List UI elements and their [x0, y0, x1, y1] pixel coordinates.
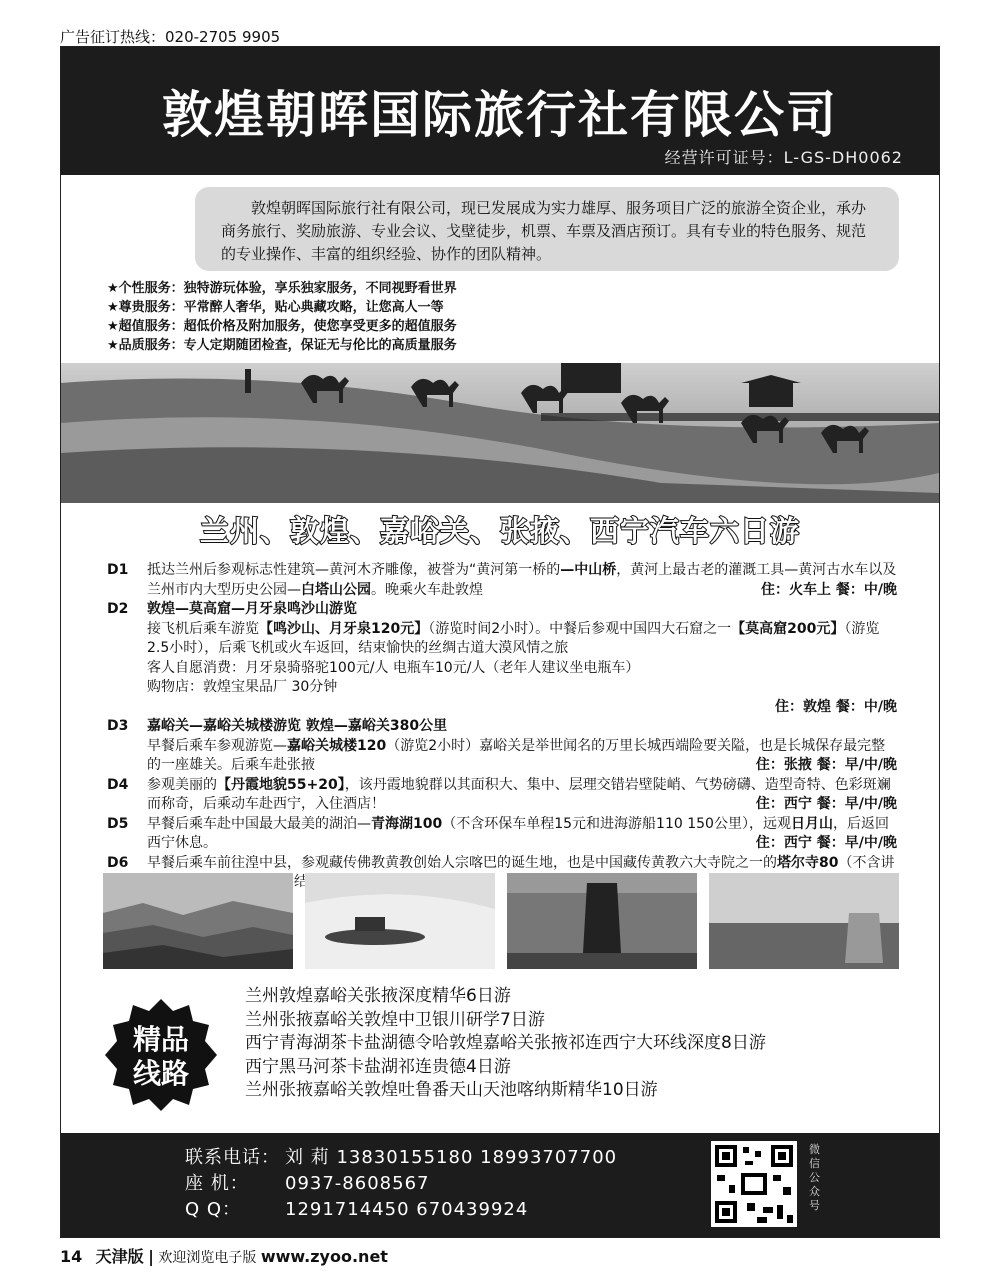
- day-heading: 嘉峪关—嘉峪关城楼游览 敦煌—嘉峪关380公里: [147, 718, 448, 734]
- itinerary-day: D3 嘉峪关—嘉峪关城楼游览 敦煌—嘉峪关380公里 早餐后乘车参观游览—嘉峪关城楼120（游览2小时）嘉峪关是举世闻名的万里长城西端险要关隘，也是长城保存最完整的一座雄关。后乘车赴张掖 住：张掖 餐：早/中/晚: [107, 717, 897, 776]
- service-item: ★品质服务：专人定期随团检查，保证无与伦比的高质量服务: [107, 338, 457, 353]
- stay-meal: 住：敦煌 餐：中/晚: [775, 698, 897, 715]
- route-item: 西宁青海湖茶卡盐湖德令哈敦煌嘉峪关张掖祁连西宁大环线深度8日游: [245, 1033, 766, 1053]
- ebook-prompt: 欢迎浏览电子版: [158, 1250, 257, 1266]
- route-item: 兰州张掖嘉峪关敦煌吐鲁番天山天池喀纳斯精华10日游: [245, 1080, 658, 1100]
- itinerary: [107, 561, 897, 893]
- wechat-caption: 微信公众号: [809, 1143, 820, 1212]
- company-intro: 敦煌朝晖国际旅行社有限公司，现已发展成为实力雄厚、服务项目广泛的旅游全资企业，承办商务旅行、奖励旅游、专业会议、戈壁徒步，机票、车票及酒店预订。具有专业的特色服务、规范的专业操作、丰富的组织经验、协作的团队精神。: [195, 187, 899, 271]
- route-item: 西宁黑马河茶卡盐湖祁连贵德4日游: [245, 1056, 511, 1077]
- service-item: ★尊贵服务：平常醉人奢华，贴心典藏攻略，让您高人一等: [107, 300, 444, 315]
- qq-label: Q Q：: [185, 1199, 242, 1220]
- service-item: ★超值服务：超低价格及附加服务，使您享受更多的超值服务: [107, 319, 457, 334]
- itinerary-day: D5 早餐后乘车赴中国最大最美的湖泊—青海湖100（不含环保车单程15元和进海游船110 150公里），远观日月山，后返回西宁休息。 住：西宁 餐：早/中/晚: [107, 815, 897, 854]
- stay-meal: 住：西宁 餐：早/中/晚: [755, 835, 897, 851]
- route-item: 兰州张掖嘉峪关敦煌中卫银川研学7日游: [245, 1009, 545, 1030]
- photo-strip: [103, 873, 899, 969]
- stay-meal: 住：西宁 餐：早/中/晚: [755, 796, 897, 812]
- crescent-lake-photo: [305, 873, 495, 969]
- day-label: D6: [107, 854, 129, 871]
- ad-hotline: 广告征订热线：020-2705 9905: [60, 28, 281, 46]
- phone-numbers: 刘 莉 13830155180 18993707700: [285, 1147, 618, 1168]
- itinerary-day: D1 抵达兰州后参观标志性建筑—黄河木齐雕像，被誉为“黄河第一桥的—中山桥，黄河上最古老的灌溉工具—黄河古水车以及兰州市内大型历史公园—白塔山公园。晚乘火车赴敦煌 住：火车上 餐：中/晚: [107, 561, 897, 600]
- route-title: 兰州、敦煌、嘉峪关、张掖、西宁汽车六日游: [199, 514, 800, 548]
- stay-meal: 住：火车上 餐：中/晚: [761, 581, 897, 598]
- badge-line-2: 线路: [132, 1057, 190, 1090]
- landline-label: 座 机：: [185, 1173, 249, 1194]
- edition-label: 天津版: [95, 1247, 144, 1266]
- desert-camel-illustration: [61, 363, 939, 503]
- day-label: D3: [107, 718, 129, 734]
- day-heading: 敦煌—莫高窟—月牙泉鸣沙山游览: [147, 601, 357, 617]
- mogao-caves-photo: [507, 873, 697, 969]
- qinghai-lake-photo: [709, 873, 899, 969]
- license-number: 经营许可证号：L-GS-DH0062: [664, 148, 903, 167]
- advertisement-frame: [60, 46, 940, 1238]
- route-item: 兰州敦煌嘉峪关张掖深度精华6日游: [245, 986, 511, 1006]
- contact-footer: [61, 1133, 939, 1237]
- danxia-landform-photo: [103, 873, 293, 969]
- company-name: 敦煌朝晖国际旅行社有限公司: [162, 85, 838, 144]
- landline-number: 0937-8608567: [285, 1173, 430, 1194]
- day-label: D4: [107, 776, 129, 793]
- itinerary-day: D4 参观美丽的【丹霞地貌55+20】，该丹霞地貌群以其面积大、集中、层理交错岩壁陡峭、气势磅礴、造型奇特、色彩斑斓而称奇，后乘动车赴西宁，入住酒店！ 住：西宁 餐：早/中/晚: [107, 776, 897, 815]
- contact-info: [185, 1145, 617, 1223]
- qr-code-icon: [711, 1141, 797, 1227]
- website-link[interactable]: www.zyoo.net: [260, 1247, 388, 1266]
- service-item: ★个性服务：独特游玩体验，享乐独家服务，不同视野看世界: [107, 281, 457, 296]
- featured-routes-list: [245, 985, 766, 1103]
- stay-meal: 住：张掖 餐：早/中/晚: [755, 757, 897, 773]
- day-label: D1: [107, 562, 129, 578]
- page-footer: 14 天津版 | 欢迎浏览电子版 www.zyoo.net: [60, 1247, 388, 1266]
- featured-routes-badge: [103, 997, 219, 1113]
- badge-line-1: 精品: [132, 1023, 190, 1056]
- qq-numbers: 1291714450 670439924: [285, 1199, 529, 1220]
- itinerary-day: D2 敦煌—莫高窟—月牙泉鸣沙山游览 接飞机后乘车游览【鸣沙山、月牙泉120元】（游览时间2小时）。中餐后参观中国四大石窟之一【莫高窟200元】（游览2.5小时），后乘飞机或火车返回，结束愉快的丝绸古道大漠风情之旅 客人自愿消费：月牙泉骑骆驼100元/人 电瓶车10元/人（老年人建议坐电瓶车） 购物店：敦煌宝果品厂 30分钟 住：敦煌 餐：中/晚: [107, 601, 897, 715]
- day-label: D2: [107, 601, 129, 617]
- itinerary-day: D6 早餐后乘车前往湟中县，参观藏传佛教黄教创始人宗喀巴的诞生地，也是中国藏传黄教六大寺院之一的塔尔寺80（不含讲 赴兰州送团结束行程！: [107, 854, 897, 893]
- service-list: [107, 279, 457, 355]
- page-number: 14: [60, 1247, 83, 1266]
- header-banner: [61, 47, 939, 175]
- phone-label: 联系电话：: [185, 1147, 280, 1168]
- day-label: D5: [107, 815, 129, 832]
